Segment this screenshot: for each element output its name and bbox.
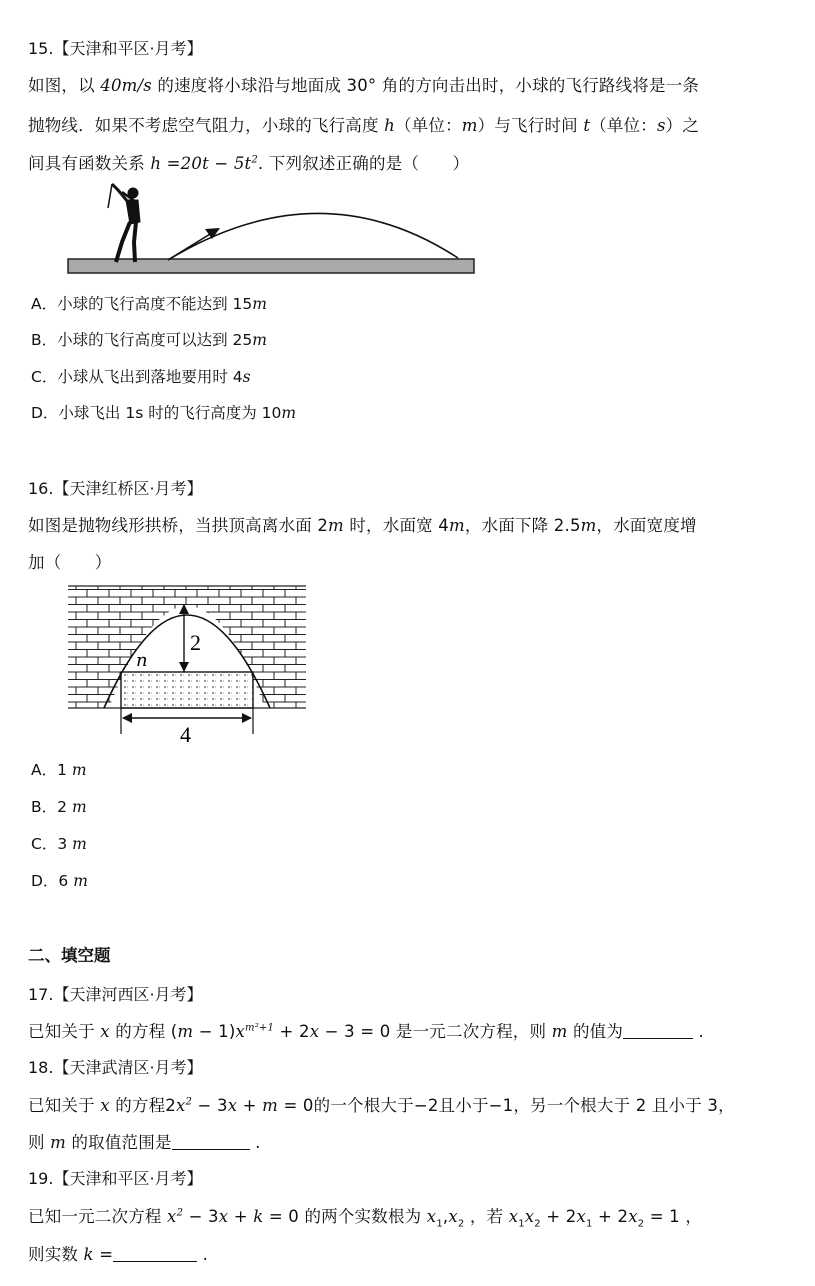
q18-header: 18.【天津武清区·月考】 bbox=[28, 1058, 203, 1077]
q15-header: 15.【天津和平区·月考】 bbox=[28, 39, 203, 58]
section-title: 二、填空题 bbox=[28, 946, 111, 965]
arch-bridge-figure bbox=[68, 582, 310, 747]
q17-stem: 已知关于 x 的方程 $(m - 1)x^{m^2+1} + 2x - 3 = 0$ 是一元二次方程，则 m 的值为 . bbox=[28, 1022, 704, 1041]
q19-stem-line-2: 则实数 k = . bbox=[28, 1245, 209, 1264]
q15-stem-line-3: 间具有函数关系 $h =20t - 5t^2$. 下列叙述正确的是（ ） bbox=[28, 154, 470, 173]
q15-option-a[interactable]: A．小球的飞行高度不能达到 15m bbox=[31, 295, 267, 313]
launch-arrow-head bbox=[205, 228, 220, 239]
q15-option-d[interactable]: D．小球飞出 1s 时的飞行高度为 10m bbox=[31, 404, 297, 422]
q16-stem-line-2: 加（ ） bbox=[28, 553, 112, 572]
width-label: 4 bbox=[180, 722, 191, 747]
q18-stem-line-1: 已知关于 x 的方程$2x^2 - 3x + m = 0$的一个根大于−2且小于−1，另一个根大于 2 且小于 3， bbox=[28, 1096, 735, 1115]
q15-option-b[interactable]: B．小球的飞行高度可以达到 25m bbox=[31, 331, 267, 349]
q16-option-a[interactable]: A．1 m bbox=[31, 761, 87, 779]
answer-blank[interactable] bbox=[172, 1133, 250, 1151]
q18-stem-line-2: 则 m 的取值范围是 . bbox=[28, 1133, 261, 1152]
golfer-figure bbox=[108, 184, 140, 262]
height-label: 2 bbox=[190, 630, 201, 655]
answer-blank[interactable] bbox=[623, 1022, 693, 1040]
q17-header: 17.【天津河西区·月考】 bbox=[28, 985, 203, 1004]
q16-option-b[interactable]: B．2 m bbox=[31, 798, 87, 816]
n-label: n bbox=[136, 650, 148, 671]
q15-stem-line-1: 如图，以 40m/s 的速度将小球沿与地面成 30° 角的方向击出时，小球的飞行路线将是一条 bbox=[28, 76, 700, 95]
q16-stem-line-1: 如图是抛物线形拱桥，当拱顶高离水面 2m 时，水面宽 4m，水面下降 2.5m，水面宽度增 bbox=[28, 516, 697, 535]
answer-blank[interactable] bbox=[113, 1245, 197, 1263]
q16-header: 16.【天津红桥区·月考】 bbox=[28, 479, 203, 498]
q15-stem-line-2: 抛物线．如果不考虑空气阻力，小球的飞行高度 h（单位：m）与飞行时间 t（单位：s）之 bbox=[28, 116, 700, 135]
q19-header: 19.【天津和平区·月考】 bbox=[28, 1169, 203, 1188]
q15-option-c[interactable]: C．小球从飞出到落地要用时 4s bbox=[31, 368, 251, 386]
golf-trajectory-figure bbox=[60, 178, 480, 278]
launch-arrow-shaft bbox=[168, 231, 215, 260]
water-region bbox=[121, 672, 253, 708]
ground-strip bbox=[68, 259, 474, 273]
q16-option-d[interactable]: D．6 m bbox=[31, 872, 88, 890]
q19-stem-line-1: 已知一元二次方程 $x^2 - 3x + k = 0$ 的两个实数根为 $x_1,x_2$ ，若 $x_1x_2 + 2x_1 + 2x_2 = 1$ ， bbox=[28, 1207, 703, 1230]
q16-option-c[interactable]: C．3 m bbox=[31, 835, 87, 853]
